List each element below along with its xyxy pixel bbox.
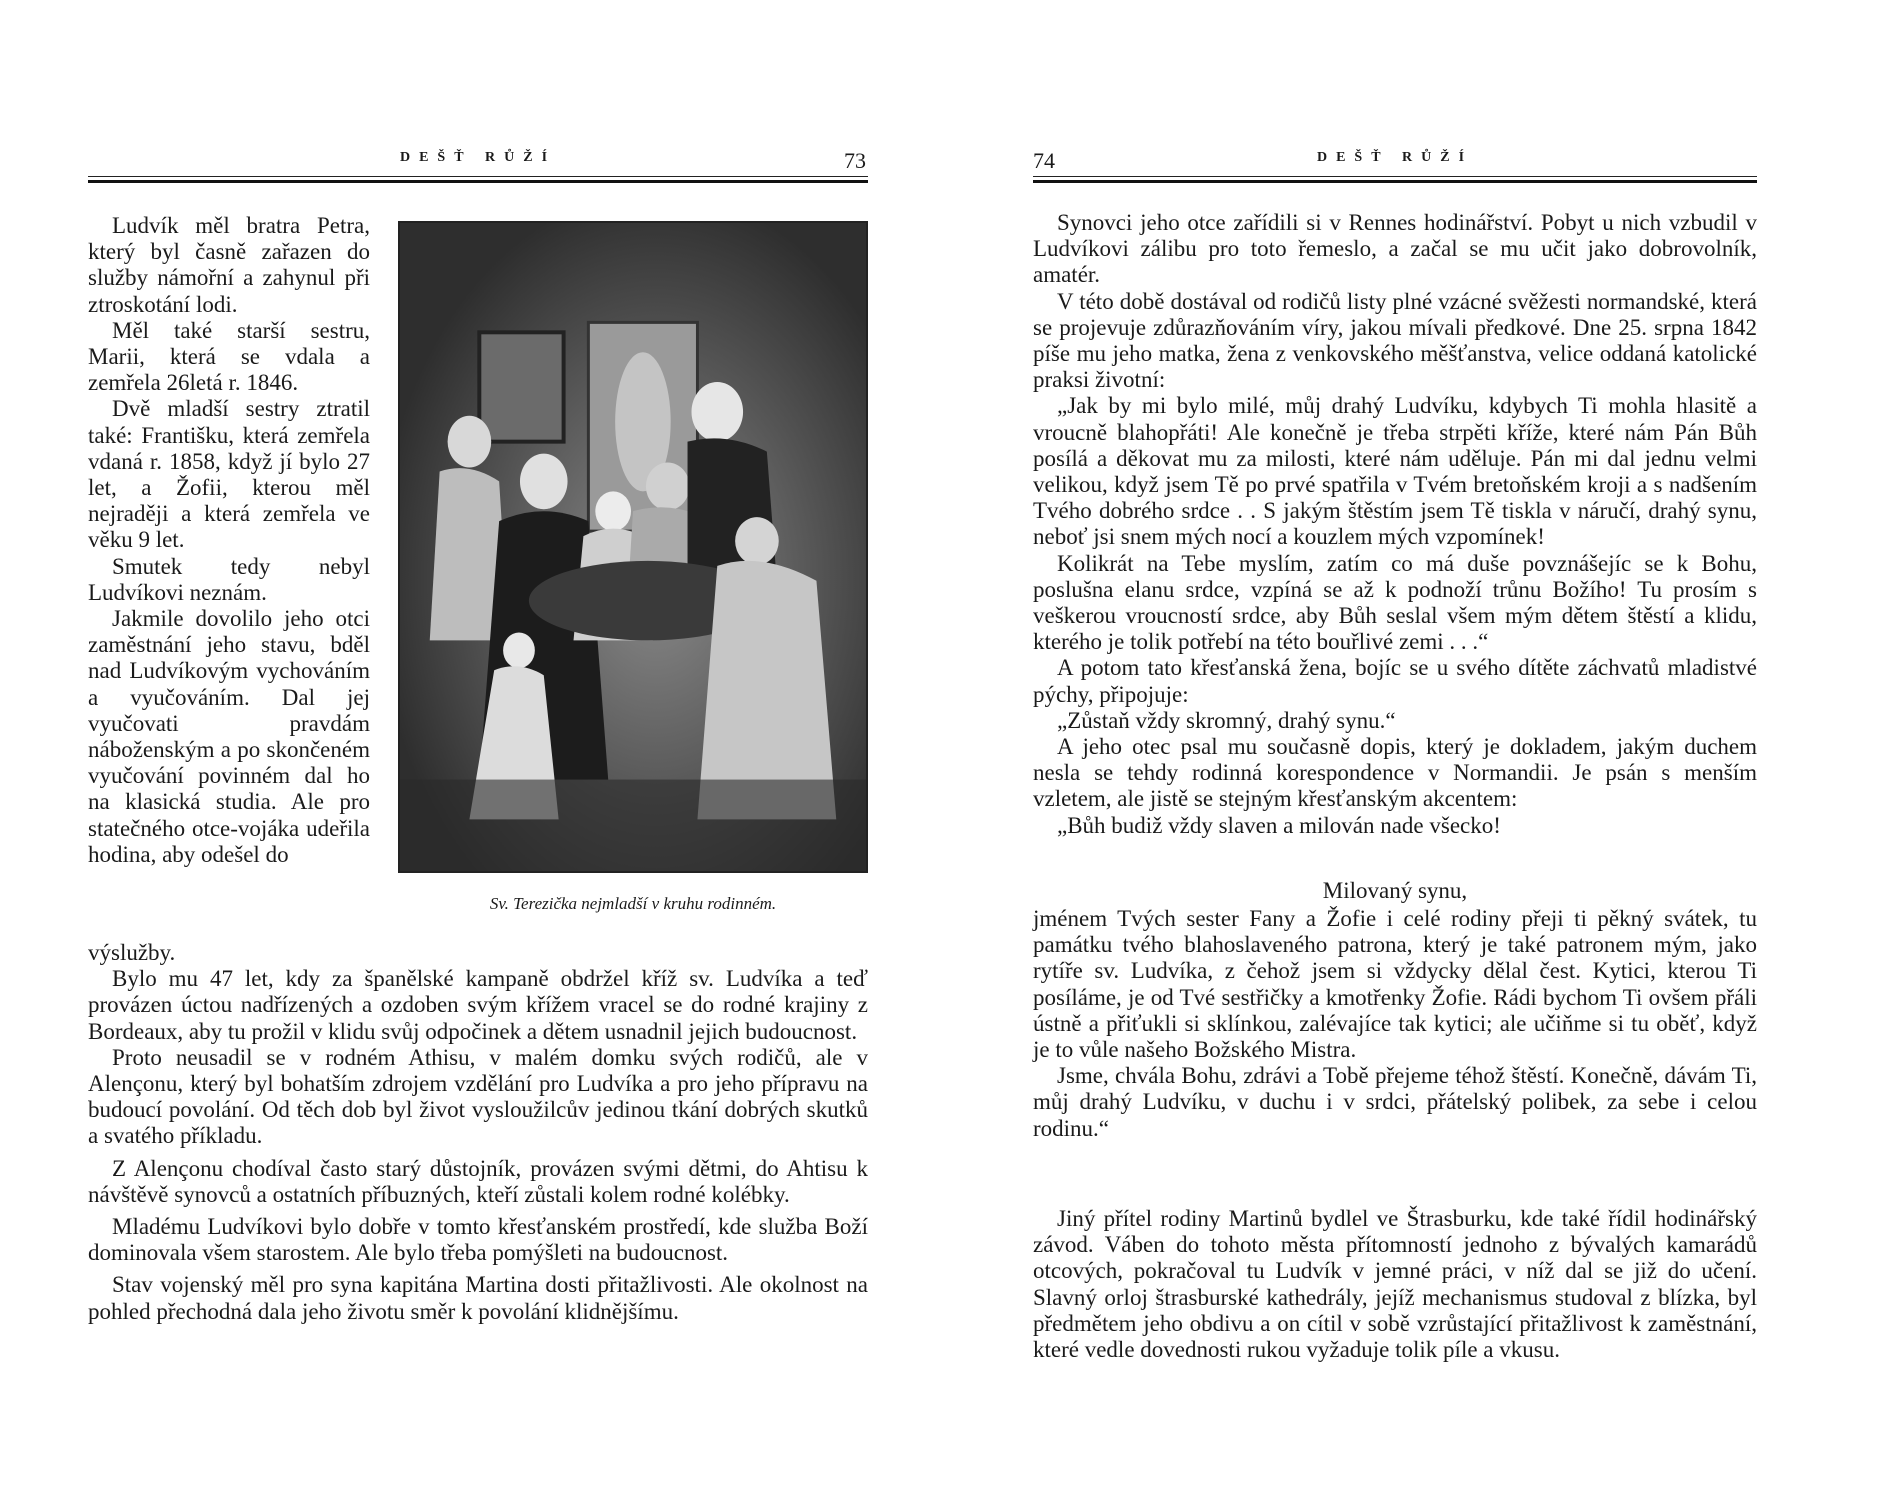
paragraph: „Jak by mi bylo milé, můj drahý Ludvíku, kdybych Ti mohla hlasitě a vroucně blahopřáti! Ale konečně je třeba strpěti kříže, které nám Pán Bůh posílá a děkovat mu za milosti, které nám uděluje. Pán mi dal jednu velmi velikou, když jsem Tě po prvé spatřila v Tvém bretoňském kroji a s nadšením Tvého dobrého srdce . . S jakým štěstím jsem Tě tiskla v náručí, drahý synu, neboť jsi snem mých nocí a kouzlem mých vzpomínek!	[1033, 393, 1757, 550]
paragraph: Jakmile dovolilo jeho otci zaměstnání jeho stavu, bděl nad Ludvíkovým vychováním a vyučováním. Dal jej vyučovati pravdám náboženským a po skončeném vyučování povinném dal ho na klasická studia. Ale pro statečného otce-vojáka udeřila hodina, aby odešel do	[88, 606, 370, 867]
paragraph: „Bůh budiž vždy slaven a milován nade všecko!	[1057, 812, 1501, 838]
paragraph: A jeho otec psal mu současně dopis, který je dokladem, jakým duchem nesla se tehdy rodinná korespondence v Normandii. Je psán s menším vzletem, ale jistě se stejným křesťanským akcentem:	[1033, 734, 1757, 812]
header-rule-thick	[1033, 180, 1757, 183]
left-column-text	[88, 213, 370, 868]
right-page	[941, 0, 1882, 1500]
paragraph: Z Alençonu chodíval často starý důstojník, provázen svými dětmi, do Ahtisu k návštěvě synovců a ostatních příbuzných, kteří zůstali kolem rodné kolébky.	[88, 1155, 868, 1207]
header-rule-thick	[88, 180, 868, 183]
letter-text	[1033, 906, 1757, 1142]
running-title: DEŠŤ RŮŽÍ	[1316, 150, 1474, 165]
page-number: 74	[1033, 148, 1055, 173]
paragraph: Ludvík měl bratra Petra, který byl časně zařazen do služby námořní a zahynul při ztroskotání lodi.	[88, 213, 370, 317]
paragraph: Synovci jeho otce zařídili si v Rennes hodinářství. Pobyt u nich vzbudil v Ludvíkovi zálibu pro toto řemeslo, a začal se mu učit jako dobrovolník, amatér.	[1033, 210, 1757, 288]
paragraph: jménem Tvých sester Fany a Žofie i celé rodiny přeji ti pěkný svátek, tu památku tvého blahoslaveného patrona, který je také patronem mým, jako rytíře sv. Ludvíka, z čehož jsem si vždycky dělal čest. Kytici, kterou Ti posíláme, je od Tvé sestřičky a kmotřenky Žofie. Rádi bychom Ti ovšem přáli ústně a přiťukli si sklínkou, zalévajíce tak kytici; ale učiňme si tu oběť, když je to vůle našeho Božského Mistra.	[1033, 906, 1757, 1063]
paragraph: Mladému Ludvíkovi bylo dobře v tomto křesťanském prostředí, kde služba Boží dominovala všem starostem. Ale bylo třeba pomýšleti na budoucnost.	[88, 1214, 868, 1266]
family-illustration	[398, 221, 868, 873]
paragraph: V této době dostával od rodičů listy plné vzácné svěžesti normandské, která se projevuje zdůrazňováním víry, jakou mívali předkové. Dne 25. srpna 1842 píše mu jeho matka, žena z venkovského měšťanstva, velice oddaná katolické praksi životní:	[1033, 288, 1757, 393]
illustration-image	[400, 223, 866, 871]
paragraph: Bylo mu 47 let, kdy za španělské kampaně obdržel kříž sv. Ludvíka a teď provázen úctou nadřízených a ozdoben svým křížem vracel se do rodné krajiny z Bordeaux, aby tu prožil v klidu svůj odpočinek a dětem usnadnil jejich budoucnost.	[88, 966, 868, 1044]
right-main-text	[1033, 210, 1757, 839]
paragraph: výslužby.	[88, 940, 176, 965]
letter-salutation: Milovaný synu,	[1322, 878, 1468, 903]
paragraph: Smutek tedy nebyl Ludvíkovi neznám.	[88, 553, 370, 605]
paragraph: Jsme, chvála Bohu, zdrávi a Tobě přejeme téhož štěstí. Konečně, dávám Ti, můj drahý Ludvíku, v duchu i v srdci, přátelský polibek, za sebe i celou rodinu.“	[1033, 1063, 1757, 1141]
paragraph: Měl také starší sestru, Marii, která se vdala a zemřela 26letá r. 1846.	[88, 317, 370, 396]
right-header	[1033, 148, 1757, 182]
paragraph: Proto neusadil se v rodném Athisu, v malém domku svých rodičů, ale v Alençonu, který byl bohatším zdrojem vzdělání pro Ludvíka a pro jeho přípravu na budoucí povolání. Od těch dob byl život vysloužilcův jedinou tkání dobrých skutků a svatého příkladu.	[88, 1044, 868, 1149]
paragraph: Dvě mladší sestry ztratil také: Františku, která zemřela vdaná r. 1858, když jí bylo 27 let, a Žofii, kterou měl nejraději a která zemřela ve věku 9 let.	[88, 396, 370, 553]
right-closing-text	[1033, 1206, 1757, 1363]
header-rule	[1033, 176, 1757, 177]
paragraph: Jiný přítel rodiny Martinů bydlel ve Štrasburku, kde také řídil hodinářský závod. Váben do tohoto města přítomností jednoho z bývalých kamarádů otcových, pokračoval tu Ludvík v jemné práci, v níž dal se již do učení. Slavný orloj štrasburské kathedrály, jejíž mechanismus studoval z blízka, byl předmětem jeho obdivu a on cítil v sobě vzrůstající přitažlivost k zaměstnání, které vedle dovednosti rukou vyžaduje tolik píle a vkusu.	[1033, 1206, 1757, 1363]
page-number: 73	[844, 148, 866, 173]
illustration-caption: Sv. Terezička nejmladší v kruhu rodinném.	[489, 894, 777, 913]
running-title: DEŠŤ RŮŽÍ	[399, 150, 557, 165]
paragraph: „Zůstaň vždy skromný, drahý synu.“	[1057, 707, 1396, 733]
left-bottom-text	[88, 940, 868, 1325]
header-rule	[88, 176, 868, 177]
paragraph: Stav vojenský měl pro syna kapitána Martina dosti přitažlivosti. Ale okolnost na pohled přechodná dala jeho životu směr k povolání klidnějšímu.	[88, 1272, 868, 1324]
paragraph: Kolikrát na Tebe myslím, zatím co má duše povznášejíc se k Bohu, poslušna elanu srdce, vzpíná se až k podnoží trůnu Božího! Tu prosím s veškerou vroucností srdce, aby Bůh seslal všem mým dětem štěstí a klidu, kterého je tolik potřebí na této bouřlivé zemi . . .“	[1033, 550, 1757, 655]
paragraph: A potom tato křesťanská žena, bojíc se u svého dítěte záchvatů mladistvé pýchy, připojuje:	[1033, 655, 1757, 707]
left-header	[88, 148, 868, 182]
